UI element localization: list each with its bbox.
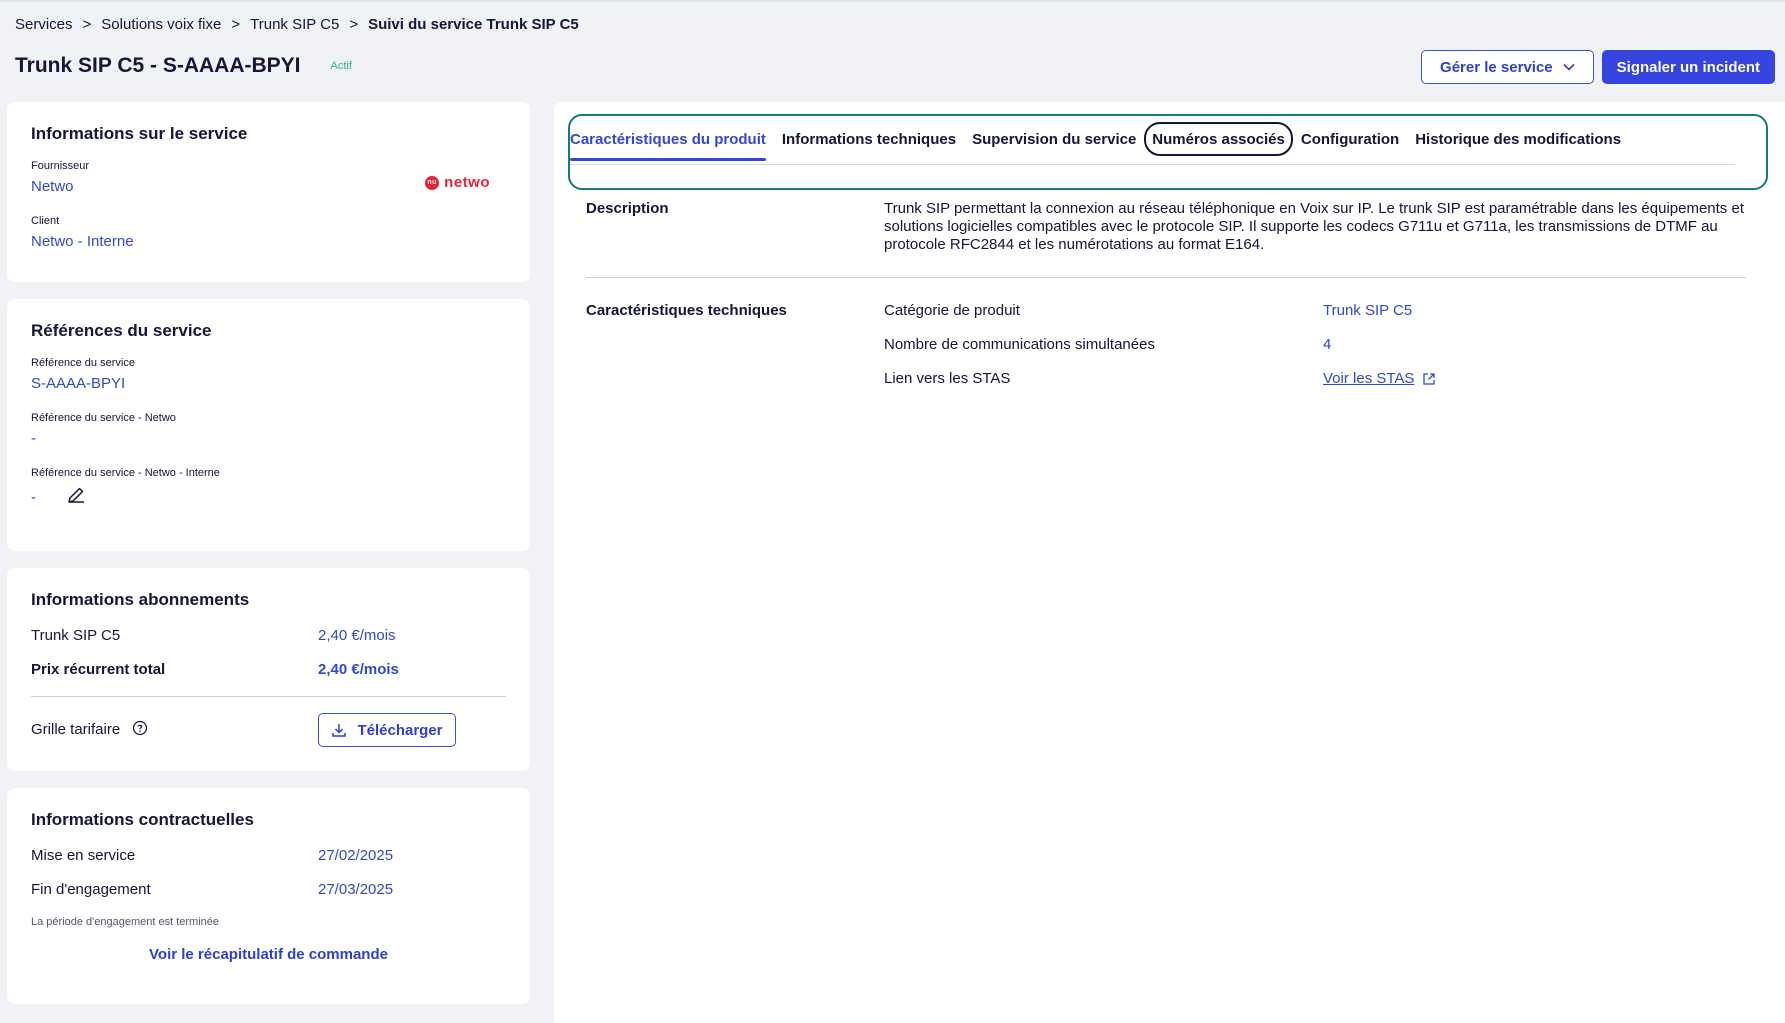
technical-characteristics-table xyxy=(884,302,1436,404)
service-start-value: 27/02/2025 xyxy=(318,846,394,864)
contract-card xyxy=(7,788,530,1004)
page-title: Trunk SIP C5 - S-AAAA-BPYI xyxy=(15,54,301,77)
service-reference-label: Référence du service xyxy=(31,357,135,369)
breadcrumb-trunk-sip[interactable]: Trunk SIP C5 xyxy=(250,16,340,33)
order-summary-link[interactable]: Voir le récapitulatif de commande xyxy=(149,946,388,963)
subscriptions-card xyxy=(7,568,530,771)
commitment-end-value: 27/03/2025 xyxy=(318,880,394,898)
subscriptions-divider xyxy=(31,696,506,697)
page-header xyxy=(15,54,352,78)
service-start-label: Mise en service xyxy=(31,846,136,864)
edit-pencil-icon[interactable] xyxy=(66,485,86,509)
references-title: Références du service xyxy=(31,321,212,340)
subscription-row xyxy=(31,618,506,652)
references-card xyxy=(7,299,530,551)
tabs-baseline xyxy=(570,164,1735,165)
contract-title: Informations contractuelles xyxy=(31,810,254,829)
price-grid-label: Grille tarifaire xyxy=(31,720,121,738)
manage-service-button[interactable] xyxy=(1421,50,1594,84)
supplier-label: Fournisseur xyxy=(31,160,90,172)
tab-product-characteristics[interactable]: Caractéristiques du produit xyxy=(570,122,774,156)
stas-link[interactable] xyxy=(1323,370,1436,404)
service-info-card xyxy=(7,102,530,282)
download-icon xyxy=(331,722,347,738)
netwo-reference-value: - xyxy=(31,430,36,447)
internal-reference-label: Référence du service - Netwo - Interne xyxy=(31,467,220,479)
tech-value: Trunk SIP C5 xyxy=(1323,302,1413,319)
tech-value: 4 xyxy=(1323,336,1332,353)
tab-associated-numbers[interactable]: Numéros associés xyxy=(1144,122,1293,156)
tech-key: Nombre de communications simultanées xyxy=(884,336,1155,353)
help-circle-icon[interactable] xyxy=(132,720,148,740)
breadcrumb xyxy=(15,16,579,33)
breadcrumb-services[interactable]: Services xyxy=(15,16,73,33)
breadcrumb-separator: > xyxy=(231,16,241,33)
status-badge: Actif xyxy=(330,60,352,72)
total-price-label: Prix récurrent total xyxy=(31,660,166,678)
supplier-value[interactable]: Netwo xyxy=(31,178,74,195)
subscriptions-title: Informations abonnements xyxy=(31,590,250,609)
tech-row xyxy=(884,370,1436,404)
commitment-note: La période d'engagement est terminée xyxy=(31,916,220,928)
subscription-price: 2,40 €/mois xyxy=(318,626,396,644)
internal-reference-value: - xyxy=(31,488,36,506)
external-link-icon xyxy=(1422,372,1436,386)
top-divider xyxy=(0,0,1785,2)
service-info-title: Informations sur le service xyxy=(31,124,248,143)
breadcrumb-separator: > xyxy=(82,16,92,33)
logo-text: netwo xyxy=(444,174,490,191)
breadcrumb-separator: > xyxy=(349,16,359,33)
download-button[interactable] xyxy=(318,713,456,747)
logo-mark: nu xyxy=(425,176,439,190)
tech-key: Lien vers les STAS xyxy=(884,370,1011,387)
commitment-end-row xyxy=(31,872,506,906)
price-grid-row xyxy=(31,713,506,747)
tech-key: Catégorie de produit xyxy=(884,302,1020,319)
price-grid-label-wrap xyxy=(31,720,318,740)
description-label: Description xyxy=(586,200,669,217)
breadcrumb-voice-solutions[interactable]: Solutions voix fixe xyxy=(101,16,222,33)
service-reference-value: S-AAAA-BPYI xyxy=(31,375,126,392)
technical-characteristics-label: Caractéristiques techniques xyxy=(586,302,787,319)
commitment-end-label: Fin d'engagement xyxy=(31,880,151,898)
supplier-logo xyxy=(425,174,490,191)
description-text: Trunk SIP permettant la connexion au réseau téléphonique en Voix sur IP. Le trunk SIP est paramétrable dans les équipements et solutions logicielles compatibles avec le protocole SIP. Il supporte les codecs G711u et G711a, les transmissions de DTMF au protocole RFC2844 et les numérotations au format E164. xyxy=(884,200,1744,253)
client-value[interactable]: Netwo - Interne xyxy=(31,233,134,250)
breadcrumb-current: Suivi du service Trunk SIP C5 xyxy=(368,16,579,33)
tab-change-history[interactable]: Historique des modifications xyxy=(1415,130,1622,148)
client-label: Client xyxy=(31,215,60,227)
tab-technical-info[interactable]: Informations techniques xyxy=(781,130,957,148)
tech-row xyxy=(884,302,1436,336)
total-price-row xyxy=(31,652,506,686)
internal-reference-row xyxy=(31,485,506,509)
tab-configuration[interactable]: Configuration xyxy=(1300,130,1400,148)
product-panel xyxy=(554,102,1785,1023)
tech-row xyxy=(884,336,1436,370)
report-incident-button[interactable]: Signaler un incident xyxy=(1602,50,1775,84)
chevron-down-icon xyxy=(1563,63,1575,71)
download-label: Télécharger xyxy=(357,721,443,739)
subscription-name: Trunk SIP C5 xyxy=(31,626,121,644)
netwo-reference-label: Référence du service - Netwo xyxy=(31,412,176,424)
service-start-row xyxy=(31,838,506,872)
section-divider xyxy=(586,277,1746,278)
tab-service-supervision[interactable]: Supervision du service xyxy=(972,130,1137,148)
stas-link-label: Voir les STAS xyxy=(1323,370,1415,387)
manage-service-label: Gérer le service xyxy=(1440,58,1553,76)
total-price-value: 2,40 €/mois xyxy=(318,660,399,678)
tab-bar xyxy=(570,122,1629,156)
header-actions xyxy=(1421,50,1775,84)
